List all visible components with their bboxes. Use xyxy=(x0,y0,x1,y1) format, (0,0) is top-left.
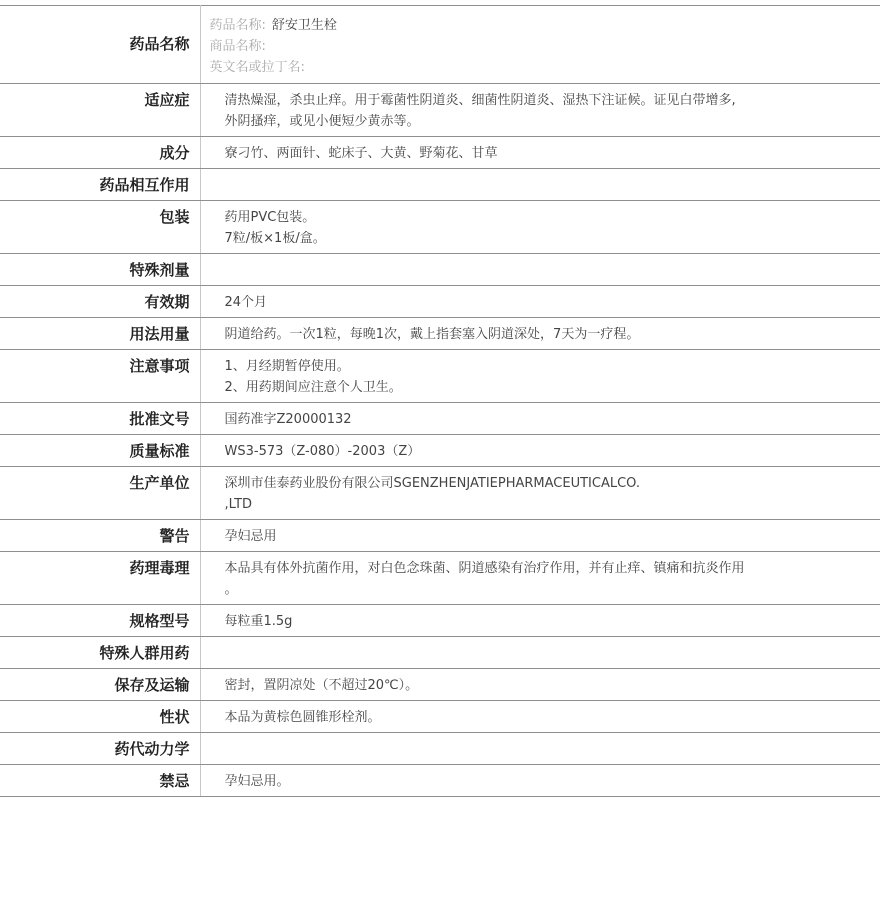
row-value xyxy=(200,669,880,701)
table-row xyxy=(0,765,880,797)
row-label: 生产单位 xyxy=(0,467,200,520)
drug-name-label: 药品名称: xyxy=(209,18,266,33)
table-row xyxy=(0,318,880,350)
row-label: 适应症 xyxy=(0,84,200,137)
row-label: 禁忌 xyxy=(0,765,200,797)
value-line: 外阴搔痒，或见小便短少黄赤等。 xyxy=(224,114,420,129)
row-label: 药品名称 xyxy=(0,6,200,84)
table-row xyxy=(0,733,880,765)
table-row xyxy=(0,201,880,254)
row-label: 性状 xyxy=(0,701,200,733)
value-line: 1、月经期暂停使用。 xyxy=(224,359,350,374)
value-line: 深圳市佳泰药业股份有限公司SGENZHENJATIEPHARMACEUTICALCO. xyxy=(224,476,640,491)
value-line: 清热燥湿，杀虫止痒。用于霉菌性阴道炎、细菌性阴道炎、湿热下注证候。证见白带增多, xyxy=(224,93,736,108)
table-row xyxy=(0,84,880,137)
trade-name-label: 商品名称: xyxy=(209,39,266,54)
row-label: 警告 xyxy=(0,520,200,552)
row-value xyxy=(200,637,880,669)
row-value xyxy=(200,201,880,254)
name-values xyxy=(200,6,880,84)
table-row xyxy=(0,637,880,669)
row-value xyxy=(200,137,880,169)
table-row xyxy=(0,286,880,318)
value-line: 2、用药期间应注意个人卫生。 xyxy=(224,380,402,395)
value-line: 本品为黄棕色圆锥形栓剂。 xyxy=(224,710,381,725)
row-value xyxy=(200,350,880,403)
row-value xyxy=(200,403,880,435)
value-line: 孕妇忌用。 xyxy=(224,774,290,789)
value-line: ,LTD xyxy=(224,497,253,512)
table-row xyxy=(0,169,880,201)
value-line: 本品具有体外抗菌作用，对白色念珠菌、阴道感染有治疗作用，并有止痒、镇痛和抗炎作用 xyxy=(224,561,745,576)
table-row xyxy=(0,669,880,701)
row-label: 质量标准 xyxy=(0,435,200,467)
value-line: 每粒重1.5g xyxy=(224,614,293,629)
table-row xyxy=(0,137,880,169)
row-value xyxy=(200,605,880,637)
row-value xyxy=(200,318,880,350)
table-row xyxy=(0,467,880,520)
row-label: 注意事项 xyxy=(0,350,200,403)
row-label: 药理毒理 xyxy=(0,552,200,605)
table-row xyxy=(0,435,880,467)
row-label: 包装 xyxy=(0,201,200,254)
english-name-label: 英文名或拉丁名: xyxy=(209,60,305,75)
table-row xyxy=(0,605,880,637)
value-line: 阴道给药。一次1粒，每晚1次，戴上指套塞入阴道深处，7天为一疗程。 xyxy=(224,327,640,342)
row-value xyxy=(200,765,880,797)
row-label: 成分 xyxy=(0,137,200,169)
row-label: 保存及运输 xyxy=(0,669,200,701)
row-label: 特殊人群用药 xyxy=(0,637,200,669)
row-value xyxy=(200,552,880,605)
row-label: 规格型号 xyxy=(0,605,200,637)
row-value xyxy=(200,467,880,520)
table-row xyxy=(0,403,880,435)
table-row xyxy=(0,254,880,286)
drug-info-table xyxy=(0,5,880,797)
row-value xyxy=(200,733,880,765)
row-label: 用法用量 xyxy=(0,318,200,350)
row-value xyxy=(200,286,880,318)
value-line: 密封，置阴凉处（不超过20℃）。 xyxy=(224,678,419,693)
row-label: 批准文号 xyxy=(0,403,200,435)
table-row-drug-name xyxy=(0,6,880,84)
row-value xyxy=(200,84,880,137)
drug-info-page xyxy=(0,5,880,797)
row-value xyxy=(200,435,880,467)
value-line: WS3-573（Z-080）-2003（Z） xyxy=(224,444,421,459)
value-line: 7粒/板×1板/盒。 xyxy=(224,231,326,246)
table-row xyxy=(0,552,880,605)
table-row xyxy=(0,701,880,733)
value-line: 寮刁竹、两面针、蛇床子、大黄、野菊花、甘草 xyxy=(224,146,498,161)
drug-name-line xyxy=(210,15,880,36)
row-label: 特殊剂量 xyxy=(0,254,200,286)
row-value xyxy=(200,701,880,733)
value-line: 药用PVC包装。 xyxy=(224,210,316,225)
row-value xyxy=(200,169,880,201)
value-line: 24个月 xyxy=(224,295,268,310)
row-value xyxy=(200,520,880,552)
row-label: 药品相互作用 xyxy=(0,169,200,201)
row-label: 药代动力学 xyxy=(0,733,200,765)
drug-name-value: 舒安卫生栓 xyxy=(271,18,337,33)
row-label: 有效期 xyxy=(0,286,200,318)
value-line: 孕妇忌用 xyxy=(224,529,277,544)
table-row xyxy=(0,350,880,403)
table-row xyxy=(0,520,880,552)
row-value xyxy=(200,254,880,286)
value-line: 。 xyxy=(224,582,238,597)
value-line: 国药准字Z20000132 xyxy=(224,412,352,427)
